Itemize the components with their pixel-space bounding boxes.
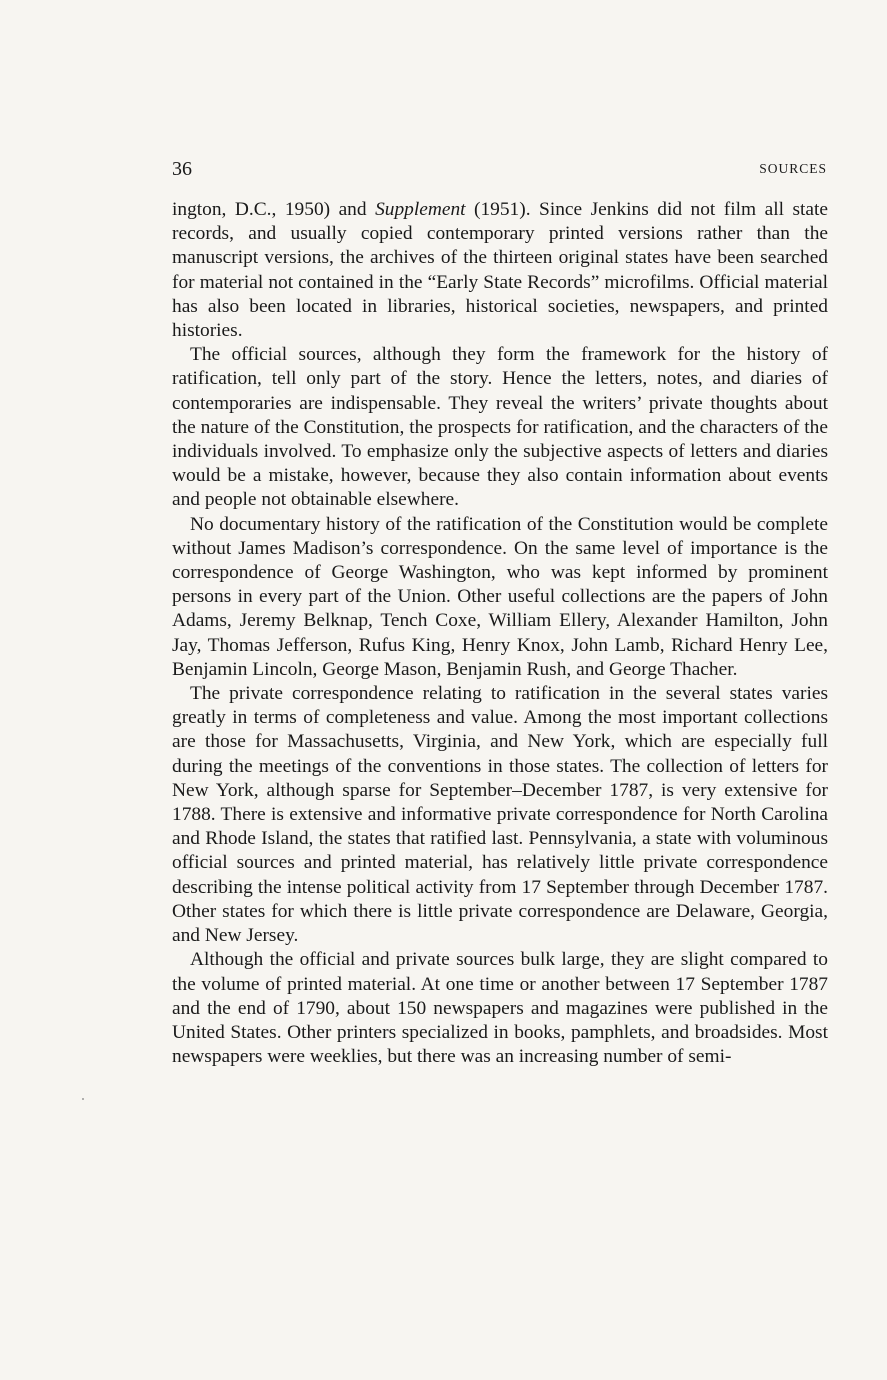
section-title: SOURCES [759, 161, 827, 176]
body-text [172, 198, 828, 1069]
paragraph-1-text-b: (1951). Since Jenkins did not film all state records, and usually copied contemporary printed versions rather than the manuscript versions, the archives of the thirteen original states have been searched for material not contained in the “Early State Records” microfilms. Official material has also been located in libraries, historical societies, newspapers, and printed histories. [172, 199, 828, 342]
paragraph-4: The private correspondence relating to ratification in the several states varies greatly in terms of completeness and value. Among the most important collections are those for Massachusetts, Virginia, and New York, which are especially full during the meetings of the conventions in those states. The collection of letters for New York, although sparse for September–December 1787, is very extensive for 1788. There is extensive and informative private correspondence for North Carolina and Rhode Island, the states that ratified last. Pennsylvania, a state with voluminous official sources and printed material, has relatively little private correspondence describing the intense political activity from 17 September through December 1787. Other states for which there is little private correspondence are Delaware, Georgia, and New Jersey. [172, 683, 828, 947]
running-head [172, 156, 827, 182]
paragraph-1-text-a: ington, D.C., 1950) and [172, 199, 376, 220]
paper-speck [82, 1098, 84, 1100]
page-number: 36 [172, 158, 192, 180]
paragraph-5: Although the official and private sources bulk large, they are slight compared to the volume of printed material. At one time or another between 17 September 1787 and the end of 1790, about 150 newspapers and magazines were published in the United States. Other printers specialized in books, pamphlets, and broadsides. Most newspapers were weeklies, but there was an increasing number of semi- [172, 949, 828, 1068]
supplement-title: Supplement [375, 199, 466, 220]
paragraph-1 [172, 198, 828, 343]
paragraph-2: The official sources, although they form the framework for the history of ratification, tell only part of the story. Hence the letters, notes, and diaries of contemporaries are indispensable. They reveal the writers’ private thoughts about the nature of the Constitution, the prospects for ratification, and the characters of the individuals involved. To emphasize only the subjective aspects of letters and diaries would be a mistake, however, because they also contain information about events and people not obtainable elsewhere. [172, 344, 828, 511]
paragraph-3: No documentary history of the ratification of the Constitution would be complete without James Madison’s correspondence. On the same level of importance is the correspondence of George Washington, who was kept informed by prominent persons in every part of the Union. Other useful collections are the papers of John Adams, Jeremy Belknap, Tench Coxe, William Ellery, Alexander Hamilton, John Jay, Thomas Jefferson, Rufus King, Henry Knox, John Lamb, Richard Henry Lee, Benjamin Lincoln, George Mason, Benjamin Rush, and George Thacher. [172, 513, 828, 680]
